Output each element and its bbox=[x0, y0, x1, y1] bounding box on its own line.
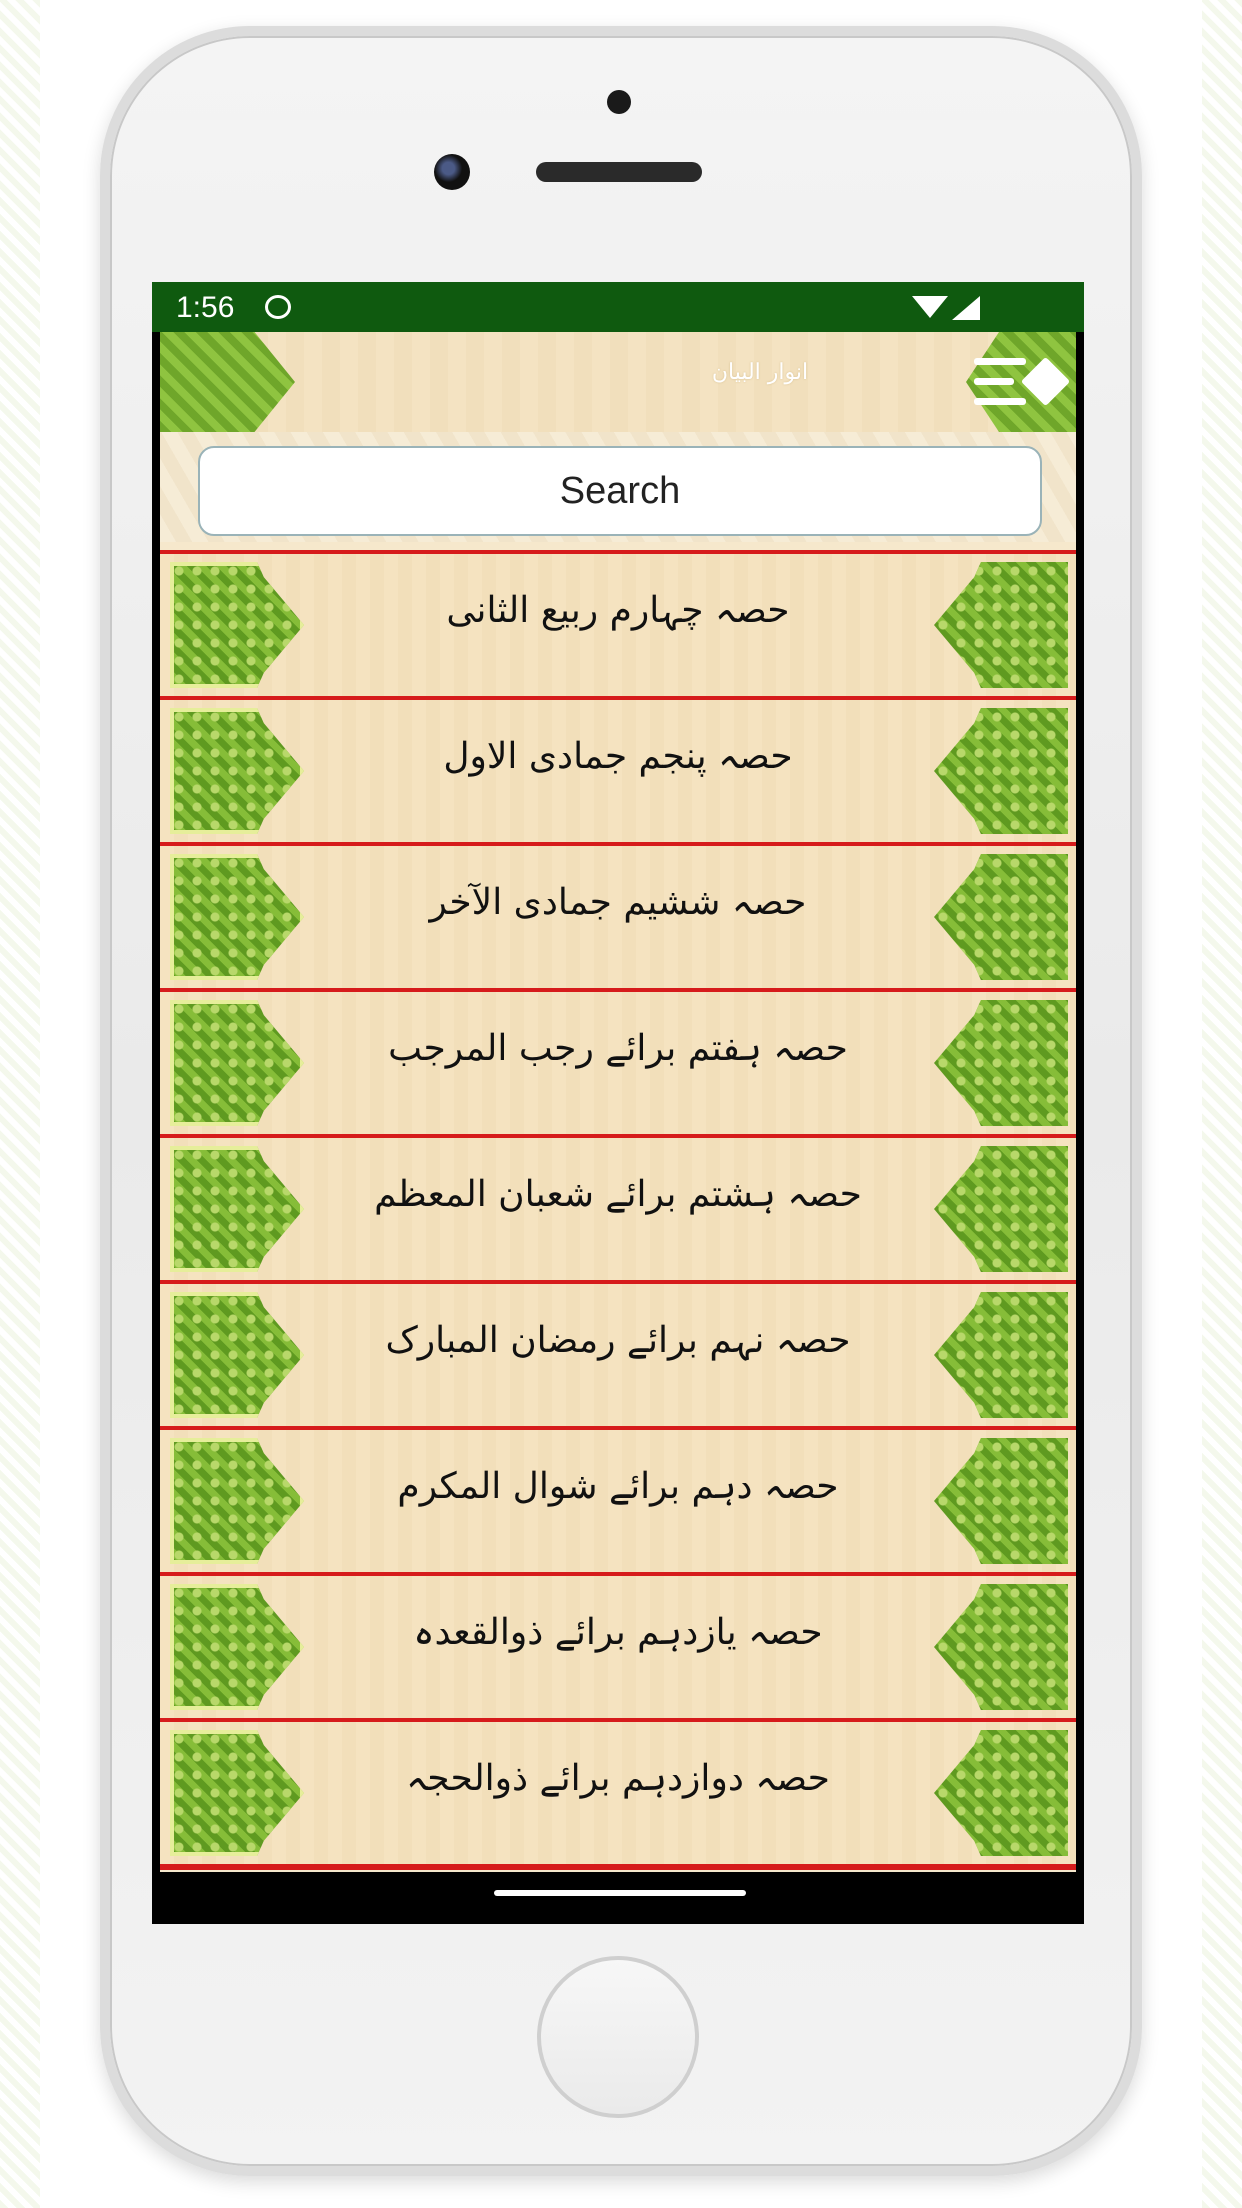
list-item[interactable] bbox=[160, 1280, 1076, 1426]
list-item[interactable] bbox=[160, 842, 1076, 988]
ornament-right bbox=[934, 1292, 1068, 1418]
status-bar bbox=[152, 282, 1084, 332]
device-screen bbox=[152, 282, 1084, 1924]
ornament-right bbox=[934, 562, 1068, 688]
front-camera bbox=[434, 154, 470, 190]
ornament-right bbox=[934, 854, 1068, 980]
ornament-right bbox=[934, 708, 1068, 834]
list-bottom-divider bbox=[160, 1864, 1076, 1870]
app-header bbox=[160, 332, 1076, 432]
list-item-label: حصہ دہم برائے شوال المکرم bbox=[397, 1466, 839, 1507]
list-item-label: حصہ ششیم جمادی الآخر bbox=[429, 882, 807, 923]
ornament-right bbox=[934, 1584, 1068, 1710]
menu-icon[interactable] bbox=[974, 356, 1060, 410]
app-title: انوار البیان bbox=[711, 360, 809, 385]
ornament-left bbox=[170, 1730, 304, 1856]
ornament-left bbox=[170, 854, 304, 980]
list-item[interactable] bbox=[160, 1426, 1076, 1572]
chapter-list bbox=[160, 550, 1076, 1870]
ornament-left bbox=[170, 1292, 304, 1418]
list-item-label: حصہ پنجم جمادی الاول bbox=[443, 736, 793, 777]
ornament-left bbox=[170, 1438, 304, 1564]
earpiece-speaker bbox=[536, 162, 702, 182]
header-ornament-left bbox=[160, 332, 295, 432]
background-pattern-left bbox=[0, 0, 40, 2208]
gesture-nav-bar bbox=[152, 1872, 1084, 1924]
ornament-right bbox=[934, 1146, 1068, 1272]
list-item-label: حصہ چہارم ربیع الثانی bbox=[446, 590, 790, 631]
ornament-right bbox=[934, 1730, 1068, 1856]
list-item-label: حصہ ہفتم برائے رجب المرجب bbox=[388, 1028, 848, 1069]
home-indicator[interactable] bbox=[494, 1890, 746, 1896]
list-item[interactable] bbox=[160, 696, 1076, 842]
search-input[interactable] bbox=[198, 446, 1042, 536]
list-item-label: حصہ دوازدہم برائے ذوالحجہ bbox=[406, 1758, 830, 1799]
status-time: 1:56 bbox=[176, 291, 235, 324]
list-item[interactable] bbox=[160, 1134, 1076, 1280]
ornament-right bbox=[934, 1438, 1068, 1564]
ornament-left bbox=[170, 708, 304, 834]
search-area bbox=[160, 432, 1076, 542]
wifi-icon bbox=[912, 296, 948, 318]
list-item[interactable] bbox=[160, 988, 1076, 1134]
list-item-label: حصہ یازدہم برائے ذوالقعدہ bbox=[413, 1612, 823, 1653]
ornament-left bbox=[170, 1584, 304, 1710]
ornament-right bbox=[934, 1000, 1068, 1126]
notification-app-icon bbox=[265, 295, 291, 319]
camera-dot bbox=[607, 90, 631, 114]
cell-signal-icon bbox=[952, 296, 980, 320]
list-item-label: حصہ نہم برائے رمضان المبارک bbox=[385, 1320, 851, 1361]
app-content bbox=[160, 332, 1076, 1872]
list-item[interactable] bbox=[160, 550, 1076, 696]
list-item-label: حصہ ہشتم برائے شعبان المعظم bbox=[374, 1174, 862, 1215]
home-button[interactable] bbox=[537, 1956, 699, 2118]
ornament-left bbox=[170, 1000, 304, 1126]
list-item[interactable] bbox=[160, 1718, 1076, 1864]
background-pattern-right bbox=[1202, 0, 1242, 2208]
list-item[interactable] bbox=[160, 1572, 1076, 1718]
ornament-left bbox=[170, 1146, 304, 1272]
ornament-left bbox=[170, 562, 304, 688]
